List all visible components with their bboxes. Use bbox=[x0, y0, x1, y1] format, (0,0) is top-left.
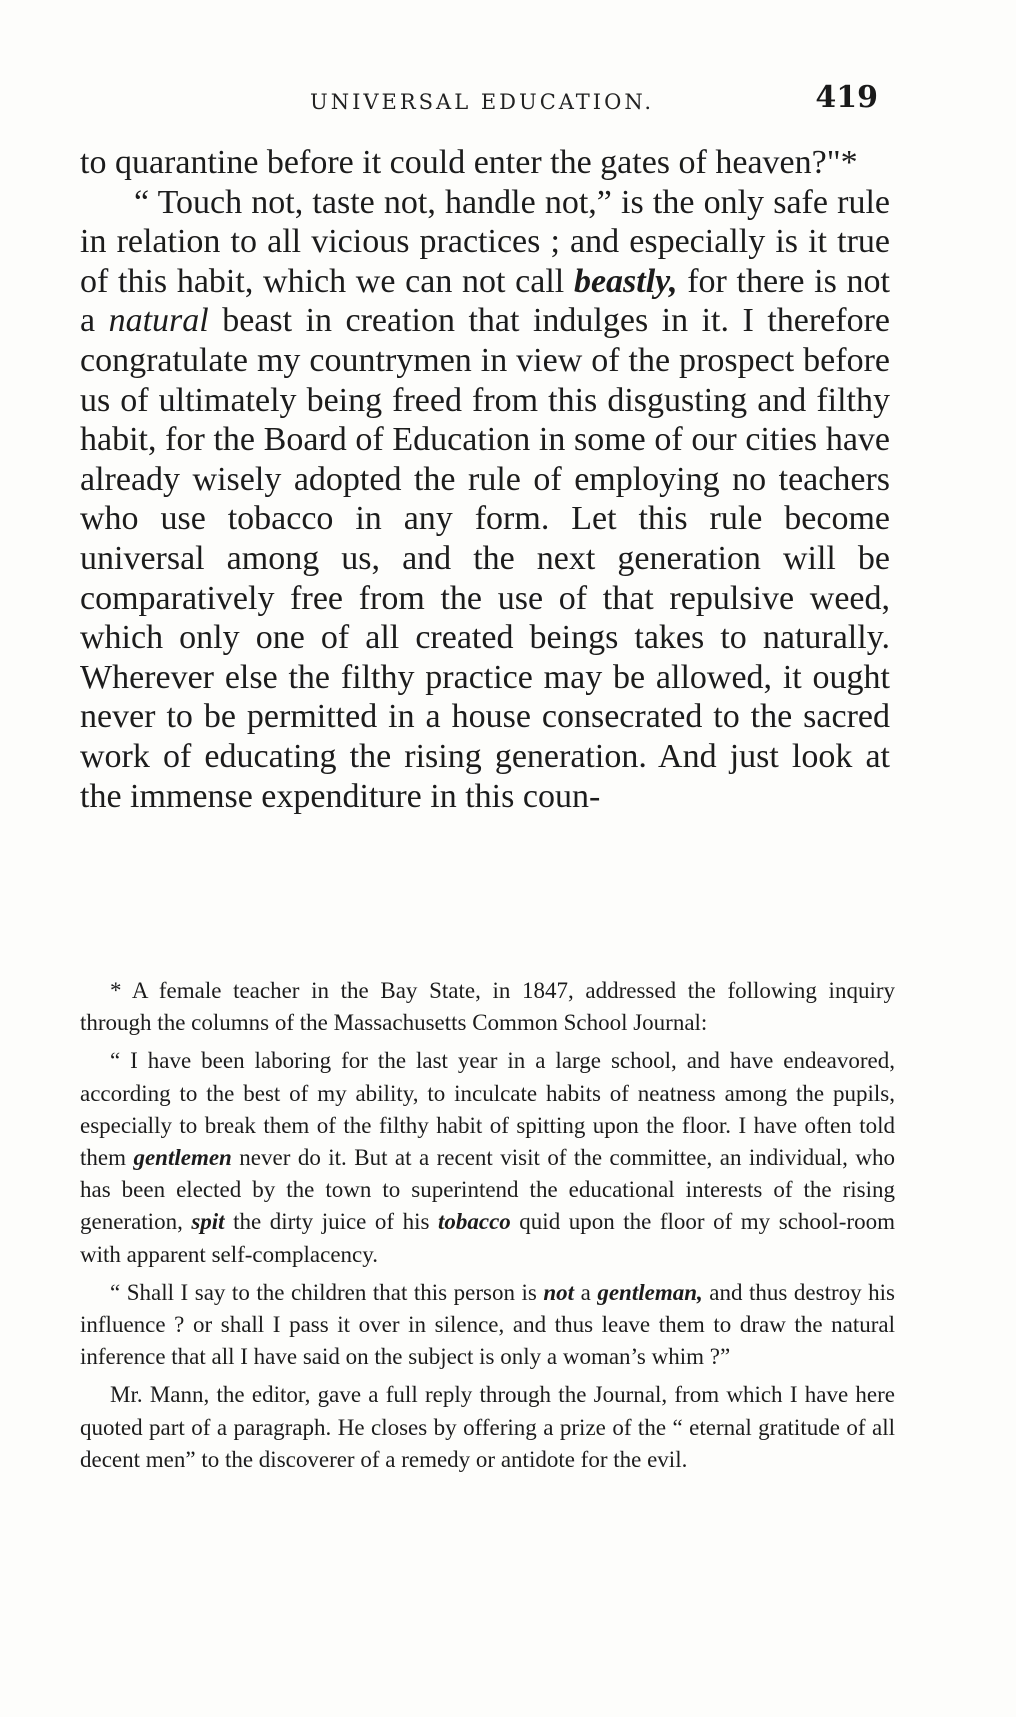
text-run: “ I have been laboring for the last year in a large school, and have endeavored, according to the best of my ability, to inculcate habits of neatness among the pupils, especially to break them of the filthy habit of spitting upon the floor. I have often told them bbox=[80, 1048, 895, 1171]
footnote-intro: * A female teacher in the Bay State, in 1847, addressed the following inquiry through the columns of the Massachusetts Common School Journal: bbox=[80, 978, 895, 1036]
emphasis-beastly: beastly, bbox=[573, 262, 678, 300]
paragraph-continuation: to quarantine before it could enter the gates of heaven?"* bbox=[80, 144, 858, 181]
footnote-editor-note: Mr. Mann, the editor, gave a full reply through the Journal, from which I have here quoted part of a paragraph. He closes by offering a prize of the “ eternal gratitude of all decent men” to the discoverer of a remedy or antidote for the evil. bbox=[80, 1382, 895, 1472]
emphasis-spit: spit bbox=[191, 1209, 225, 1235]
footnotes bbox=[80, 975, 895, 1482]
emphasis-gentlemen: gentlemen bbox=[133, 1145, 232, 1171]
footnote-quote-1 bbox=[80, 1045, 895, 1270]
text-run: never do it. But at a recent visit of the committee, an individual, who has been elected by the town to superintend the educational interests of the rising generation, bbox=[80, 1145, 895, 1235]
text-run: “ Touch not, taste not, handle not,” is the only safe rule in relation to all vicious practices ; and especially is it true of this habit, which we can not call bbox=[80, 183, 890, 300]
footnote-quote-2 bbox=[80, 1277, 895, 1374]
text-run: quid upon the floor of my school-room with apparent self-complacency. bbox=[80, 1209, 895, 1267]
emphasis-gentleman: gentleman, bbox=[597, 1279, 703, 1305]
text-run: a bbox=[574, 1279, 598, 1305]
text-run: and thus destroy his influence ? or shall I pass it over in silence, and thus leave them to draw the natural inference that all I have said on the subject is only a woman’s whim ?” bbox=[80, 1279, 895, 1370]
emphasis-tobacco: tobacco bbox=[437, 1209, 511, 1235]
paragraph-touch-not bbox=[80, 183, 890, 817]
running-head bbox=[80, 80, 880, 124]
emphasis-not: not bbox=[543, 1279, 575, 1305]
text-run: beast in creation that indulges in it. I therefore congratulate my countrymen in view of the prospect before us of ultimately being freed from this disgusting and filthy habit, for the Board of Education in some of our cities have already wisely adopted the rule of employing no teachers who use tobacco in any form. Let this rule become universal among us, and the next generation will be comparatively free from the use of that repulsive weed, which only one of all created beings takes to naturally. Wherever else the filthy practice may be allowed, it ought never to be permitted in a house consecrated to the sacred work of educating the rising generation. And just look at the immense expenditure in this coun- bbox=[80, 302, 891, 815]
page-number: 419 bbox=[815, 80, 878, 115]
text-run: “ Shall I say to the children that this person is bbox=[110, 1279, 544, 1305]
running-title: UNIVERSAL EDUCATION. bbox=[310, 90, 655, 114]
emphasis-natural: natural bbox=[108, 302, 209, 340]
book-page bbox=[80, 0, 895, 1717]
text-run: the dirty juice of his bbox=[224, 1209, 438, 1235]
text-run: for there is not a bbox=[80, 262, 891, 340]
main-text bbox=[80, 143, 890, 816]
